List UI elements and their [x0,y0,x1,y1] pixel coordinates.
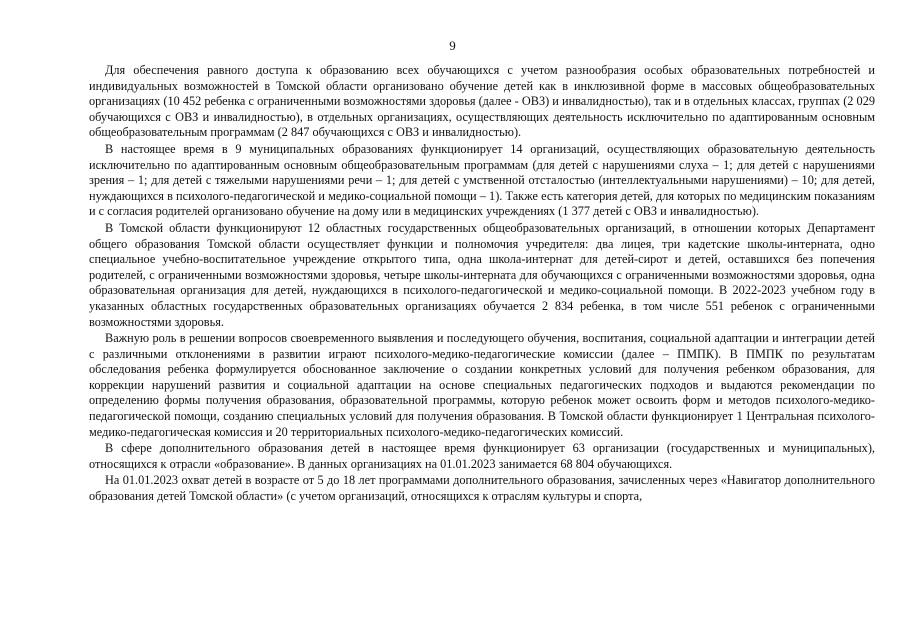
paragraph-additional-education: В сфере дополнительного образования детей в настоящее время функционирует 63 организации (государственных и муниципальных), относящихся к отрасли «образование». В данных организациях на 01.01.2023 занимается 68 804 обучающихся. [89,441,875,471]
paragraph-navigator-coverage: На 01.01.2023 охват детей в возрасте от 5 до 18 лет программами дополнительного образования, зачисленных через «Навигатор дополнительного образования детей Томской области» (с учетом организаций, относящихся к отраслям культуры и спорта, [89,473,875,504]
page-number: 9 [449,38,456,53]
paragraph-adapted-programs: В настоящее время в 9 муниципальных образованиях функционирует 14 организаций, осуществляющих образовательную деятельность исключительно по адаптированным основным общеобразовательным программам (для детей с нарушениями слуха – 1; для детей с нарушениями зрения – 1; для детей с тяжелыми нарушениями речи – 1; для детей с умственной отсталостью (интеллектуальными нарушениями) – 10; для детей, нуждающихся в психолого-педагогической и медико-социальной помощи – 1). Также есть категория детей, для которых по медицинским показаниям и с согласия родителей организовано обучение на дому или в медицинских учреждениях (1 377 детей с ОВЗ и инвалидностью). [89,141,875,219]
paragraph-pmpk: Важную роль в решении вопросов своевременного выявления и последующего обучения, воспитания, социальной адаптации и интеграции детей с различными отклонениями в развитии играют психолого-медико-педагогические комиссии (далее – ПМПК). В ПМПК по результатам обследования ребенка формулируется обоснованное заключение о создании конкретных условий для получения ребенком образования, для коррекции нарушений развития и социальной адаптации на основе специальных педагогических подходов и выдаются рекомендации по определению формы получения образования, образовательной программы, которую ребенок может освоить форм и методов психолого-медико-педагогической помощи, созданию специальных условий для получения образования. В Томской области функционирует 1 Центральная психолого-медико-педагогическая комиссия и 20 территориальных психолого-медико-педагогических комиссий. [89,331,875,439]
document-body [89,63,875,506]
paragraph-regional-organizations: В Томской области функционируют 12 областных государственных общеобразовательных организаций, в отношении которых Департамент общего образования Томской области осуществляет функции и полномочия учредителя: два лицея, три кадетские школы-интерната, одно специальное учебно-воспитательное учреждение открытого типа, одна школа-интернат для детей-сирот и детей, оставшихся без попечения родителей, с ограниченными возможностями здоровья, четыре школы-интерната для обучающихся с ограниченными возможностями здоровья, одна образовательная организация для детей, нуждающихся в психолого-педагогической и медико-социальной помощи. В 2022-2023 учебном году в указанных областных государственных образовательных организациях обучается 2 834 ребенка, в том числе 551 ребенок с ограниченными возможностями здоровья. [89,220,875,329]
paragraph-equal-access: Для обеспечения равного доступа к образованию всех обучающихся с учетом разнообразия особых образовательных потребностей и индивидуальных возможностей в Томской области организовано обучение детей как в инклюзивной форме в массовых общеобразовательных организациях (10 452 ребенка с ограниченными возможностями здоровья (далее - ОВЗ) и инвалидностью), так и в отдельных классах, группах (2 029 обучающихся с ОВЗ и инвалидностью), в отдельных организациях, осуществляющих деятельность исключительно по адаптированным основным общеобразовательным программам (2 847 обучающихся с ОВЗ и инвалидностью). [89,63,875,140]
